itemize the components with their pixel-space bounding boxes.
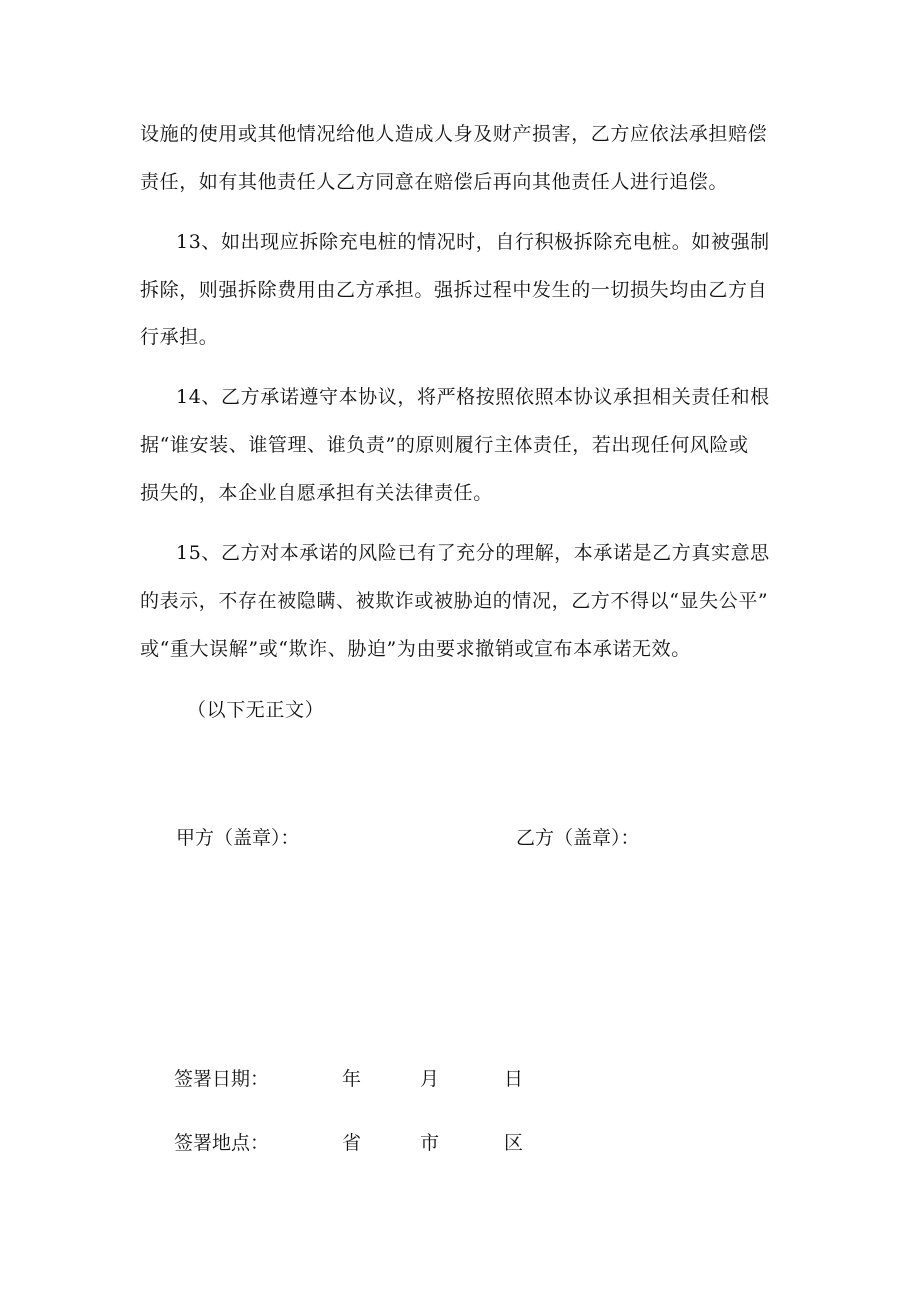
sign-place-district: 区 [504,1132,524,1154]
sign-date-day: 日 [504,1068,524,1090]
paragraph-line: 14、乙方承诺遵守本协议，将严格按照依照本协议承担相关责任和根 [176,386,770,408]
paragraph-line: 拆除，则强拆除费用由乙方承担。强拆过程中发生的一切损失均由乙方自 [140,279,768,301]
sign-place-label: 签署地点： [174,1132,270,1154]
party-a-seal-label: 甲方（盖章）： [176,827,300,849]
paragraph-line: 的表示，不存在被隐瞒、被欺诈或被胁迫的情况，乙方不得以“显失公平” [140,590,769,612]
party-b-seal-label: 乙方（盖章）： [516,827,640,849]
sign-date-year: 年 [342,1068,362,1090]
sign-place-province: 省 [342,1132,362,1154]
paragraph-line: 责任，如有其他责任人乙方同意在赔偿后再向其他责任人进行追偿。 [140,171,729,193]
sign-date-month: 月 [420,1068,440,1090]
paragraph-line: 据“谁安装、谁管理、谁负责”的原则履行主体责任，若出现任何风险或 [140,434,749,456]
paragraph-line: 行承担。 [140,326,219,348]
end-note: （以下无正文） [187,699,325,721]
paragraph-line: 15、乙方对本承诺的风险已有了充分的理解，本承诺是乙方真实意思 [176,542,770,564]
paragraph-line: 或“重大误解”或“欺诈、胁迫”为由要求撤销或宣布本承诺无效。 [140,638,691,660]
paragraph-line: 设施的使用或其他情况给他人造成人身及财产损害，乙方应依法承担赔偿 [140,123,768,145]
sign-place-city: 市 [420,1132,440,1154]
paragraph-line: 损失的，本企业自愿承担有关法律责任。 [140,482,493,504]
sign-date-label: 签署日期： [174,1068,270,1090]
paragraph-line: 13、如出现应拆除充电桩的情况时，自行积极拆除充电桩。如被强制 [176,231,770,253]
